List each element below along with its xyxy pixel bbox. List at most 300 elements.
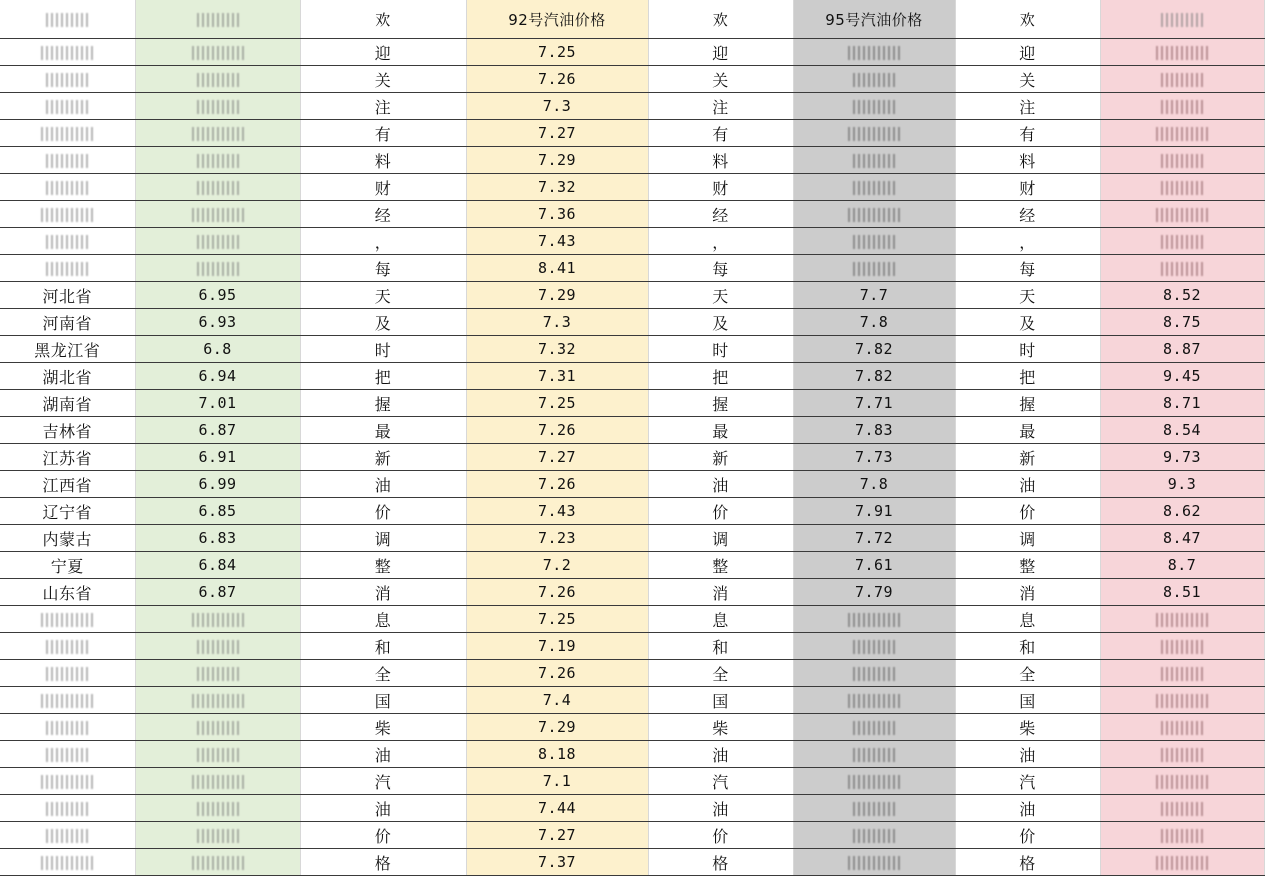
redacted-text (1161, 181, 1203, 195)
redacted-text (1156, 208, 1208, 222)
redacted-text (41, 613, 93, 627)
cell-95-price (793, 66, 955, 93)
cell-92-price: 7.26 (466, 417, 648, 444)
cell-95-price: 7.79 (793, 579, 955, 606)
cell-92-price: 7.29 (466, 282, 648, 309)
cell-char-c: 财 (955, 174, 1100, 201)
cell-col2-price: 6.93 (135, 309, 300, 336)
cell-char-b: 价 (648, 822, 793, 849)
cell-col2-price (135, 606, 300, 633)
cell-char-b: 最 (648, 417, 793, 444)
cell-char-a: 每 (300, 255, 466, 282)
cell-col2-price (135, 120, 300, 147)
redacted-text (1156, 694, 1208, 708)
redacted-text (853, 667, 895, 681)
cell-col8-price (1100, 255, 1264, 282)
redacted-text (197, 802, 239, 816)
redacted-text (197, 829, 239, 843)
redacted-text (46, 802, 88, 816)
cell-92-price: 7.2 (466, 552, 648, 579)
cell-col8-price: 8.62 (1100, 498, 1264, 525)
cell-char-a: 消 (300, 579, 466, 606)
cell-92-price: 7.3 (466, 93, 648, 120)
cell-95-price: 7.71 (793, 390, 955, 417)
redacted-text (46, 73, 88, 87)
redacted-text (41, 694, 93, 708)
table-row (0, 606, 1264, 633)
table-row (0, 147, 1264, 174)
table-row (0, 66, 1264, 93)
cell-province (0, 174, 135, 201)
cell-95-price (793, 849, 955, 876)
redacted-text (46, 235, 88, 249)
cell-95-price: 7.8 (793, 309, 955, 336)
cell-95-price: 7.61 (793, 552, 955, 579)
redacted-text (853, 235, 895, 249)
redacted-text (853, 73, 895, 87)
cell-95-price: 7.7 (793, 282, 955, 309)
cell-col2-price: 7.01 (135, 390, 300, 417)
cell-char-a: 最 (300, 417, 466, 444)
cell-char-a: 和 (300, 633, 466, 660)
cell-col2-price (135, 39, 300, 66)
cell-95-price: 7.82 (793, 336, 955, 363)
cell-char-c: 料 (955, 147, 1100, 174)
cell-char-b: 调 (648, 525, 793, 552)
redacted-text (46, 829, 88, 843)
table-row (0, 849, 1264, 876)
cell-92-price: 7.44 (466, 795, 648, 822)
cell-col8-price: 8.54 (1100, 417, 1264, 444)
table-row (0, 93, 1264, 120)
redacted-text (46, 667, 88, 681)
cell-char-c: 把 (955, 363, 1100, 390)
cell-95-price (793, 255, 955, 282)
cell-char-c: 价 (955, 822, 1100, 849)
cell-95-price (793, 228, 955, 255)
cell-province: 湖北省 (0, 363, 135, 390)
cell-char-c: 消 (955, 579, 1100, 606)
table-row (0, 579, 1264, 606)
cell-92-price: 7.37 (466, 849, 648, 876)
cell-92-price: 7.3 (466, 309, 648, 336)
cell-province: 河北省 (0, 282, 135, 309)
cell-col2-price (135, 687, 300, 714)
cell-char-c: 国 (955, 687, 1100, 714)
redacted-text (853, 181, 895, 195)
cell-char-c: 注 (955, 93, 1100, 120)
cell-col2-price (135, 174, 300, 201)
cell-char-b: 价 (648, 498, 793, 525)
cell-province: 辽宁省 (0, 498, 135, 525)
cell-col2-price: 6.87 (135, 579, 300, 606)
redacted-text (197, 667, 239, 681)
cell-char-b: 有 (648, 120, 793, 147)
redacted-text (46, 181, 88, 195)
cell-province (0, 147, 135, 174)
cell-char-c: 油 (955, 795, 1100, 822)
cell-char-c: 格 (955, 849, 1100, 876)
header-char-2: 欢 (648, 0, 793, 39)
redacted-text (848, 856, 900, 870)
cell-char-a: 油 (300, 795, 466, 822)
cell-92-price: 7.26 (466, 660, 648, 687)
cell-char-a: 新 (300, 444, 466, 471)
header-char-1: 欢 (300, 0, 466, 39)
redacted-text (41, 46, 93, 60)
header-row (0, 0, 1264, 39)
cell-92-price: 8.18 (466, 741, 648, 768)
cell-char-a: 及 (300, 309, 466, 336)
table-row (0, 471, 1264, 498)
cell-province (0, 768, 135, 795)
cell-char-c: 调 (955, 525, 1100, 552)
redacted-text (197, 181, 239, 195)
cell-char-a: 国 (300, 687, 466, 714)
cell-char-c: 新 (955, 444, 1100, 471)
cell-char-c: 和 (955, 633, 1100, 660)
cell-char-a: 注 (300, 93, 466, 120)
cell-province: 江苏省 (0, 444, 135, 471)
redacted-text (197, 721, 239, 735)
redacted-text (1161, 100, 1203, 114)
cell-char-a: 迎 (300, 39, 466, 66)
cell-col2-price (135, 768, 300, 795)
table-row (0, 444, 1264, 471)
redacted-text (1161, 154, 1203, 168)
cell-col8-price: 9.73 (1100, 444, 1264, 471)
redacted-text (1161, 748, 1203, 762)
header-char-3: 欢 (955, 0, 1100, 39)
cell-char-a: 油 (300, 471, 466, 498)
cell-col2-price (135, 714, 300, 741)
cell-92-price: 8.41 (466, 255, 648, 282)
cell-95-price (793, 147, 955, 174)
cell-col8-price: 8.87 (1100, 336, 1264, 363)
cell-col8-price (1100, 741, 1264, 768)
cell-95-price (793, 201, 955, 228)
cell-col2-price (135, 228, 300, 255)
cell-char-c: 全 (955, 660, 1100, 687)
cell-95-price: 7.82 (793, 363, 955, 390)
table-row (0, 390, 1264, 417)
cell-char-a: 整 (300, 552, 466, 579)
cell-col2-price (135, 795, 300, 822)
cell-col2-price (135, 147, 300, 174)
redacted-text (1161, 235, 1203, 249)
cell-char-c: 油 (955, 471, 1100, 498)
cell-col8-price (1100, 849, 1264, 876)
cell-char-b: 柴 (648, 714, 793, 741)
table-body (0, 39, 1264, 876)
cell-92-price: 7.32 (466, 336, 648, 363)
cell-col8-price: 8.71 (1100, 390, 1264, 417)
cell-col8-price (1100, 633, 1264, 660)
cell-char-a: 把 (300, 363, 466, 390)
cell-92-price: 7.27 (466, 444, 648, 471)
header-col2 (135, 0, 300, 39)
cell-col2-price: 6.94 (135, 363, 300, 390)
redacted-text (46, 640, 88, 654)
cell-col8-price (1100, 822, 1264, 849)
cell-char-b: 及 (648, 309, 793, 336)
cell-char-a: 有 (300, 120, 466, 147)
cell-col8-price (1100, 66, 1264, 93)
cell-92-price: 7.1 (466, 768, 648, 795)
cell-95-price: 7.83 (793, 417, 955, 444)
redacted-text (853, 262, 895, 276)
cell-province (0, 795, 135, 822)
cell-province (0, 633, 135, 660)
cell-col8-price: 9.45 (1100, 363, 1264, 390)
cell-95-price (793, 714, 955, 741)
redacted-text (853, 829, 895, 843)
cell-col8-price (1100, 93, 1264, 120)
cell-province (0, 228, 135, 255)
redacted-text (848, 775, 900, 789)
redacted-text (853, 748, 895, 762)
cell-province (0, 822, 135, 849)
cell-province: 山东省 (0, 579, 135, 606)
table-row (0, 39, 1264, 66)
cell-province (0, 201, 135, 228)
cell-92-price: 7.4 (466, 687, 648, 714)
table-row (0, 120, 1264, 147)
header-92-price: 92号汽油价格 (466, 0, 648, 39)
redacted-text (46, 262, 88, 276)
cell-char-c: ， (955, 228, 1100, 255)
cell-col2-price: 6.87 (135, 417, 300, 444)
cell-char-a: 经 (300, 201, 466, 228)
table-row (0, 633, 1264, 660)
cell-col8-price (1100, 795, 1264, 822)
cell-col2-price (135, 66, 300, 93)
cell-province: 河南省 (0, 309, 135, 336)
cell-col8-price (1100, 147, 1264, 174)
cell-95-price (793, 606, 955, 633)
table-row (0, 714, 1264, 741)
cell-char-a: 汽 (300, 768, 466, 795)
cell-92-price: 7.43 (466, 228, 648, 255)
redacted-text (197, 262, 239, 276)
cell-92-price: 7.19 (466, 633, 648, 660)
cell-char-b: 汽 (648, 768, 793, 795)
cell-col2-price (135, 660, 300, 687)
redacted-text (41, 775, 93, 789)
redacted-text (46, 154, 88, 168)
redacted-text (192, 856, 244, 870)
cell-province: 黑龙江省 (0, 336, 135, 363)
cell-col8-price: 8.47 (1100, 525, 1264, 552)
header-col8 (1100, 0, 1264, 39)
redacted-text (848, 694, 900, 708)
cell-col2-price: 6.83 (135, 525, 300, 552)
redacted-text (1161, 262, 1203, 276)
cell-province (0, 849, 135, 876)
cell-92-price: 7.31 (466, 363, 648, 390)
cell-col2-price (135, 201, 300, 228)
cell-92-price: 7.29 (466, 147, 648, 174)
cell-char-c: 汽 (955, 768, 1100, 795)
redacted-text (46, 100, 88, 114)
cell-col8-price (1100, 39, 1264, 66)
header-province (0, 0, 135, 39)
cell-95-price (793, 174, 955, 201)
cell-char-b: 息 (648, 606, 793, 633)
cell-92-price: 7.26 (466, 579, 648, 606)
cell-province: 江西省 (0, 471, 135, 498)
cell-95-price: 7.73 (793, 444, 955, 471)
table-row (0, 498, 1264, 525)
redacted-text (197, 748, 239, 762)
table-row (0, 768, 1264, 795)
cell-char-b: ， (648, 228, 793, 255)
redacted-text (1161, 721, 1203, 735)
redacted-text (853, 721, 895, 735)
cell-char-a: 柴 (300, 714, 466, 741)
cell-95-price (793, 660, 955, 687)
cell-province (0, 741, 135, 768)
table-row (0, 363, 1264, 390)
redacted-text (41, 127, 93, 141)
cell-92-price: 7.26 (466, 471, 648, 498)
cell-col8-price (1100, 660, 1264, 687)
cell-col2-price: 6.8 (135, 336, 300, 363)
cell-col8-price: 8.7 (1100, 552, 1264, 579)
table-row (0, 795, 1264, 822)
redacted-text (192, 775, 244, 789)
redacted-text (853, 100, 895, 114)
cell-char-a: 时 (300, 336, 466, 363)
cell-char-c: 经 (955, 201, 1100, 228)
cell-92-price: 7.32 (466, 174, 648, 201)
redacted-text (197, 235, 239, 249)
cell-col2-price: 6.99 (135, 471, 300, 498)
table-row (0, 822, 1264, 849)
cell-col2-price (135, 822, 300, 849)
cell-char-a: 天 (300, 282, 466, 309)
redacted-text (853, 154, 895, 168)
header-95-price: 95号汽油价格 (793, 0, 955, 39)
redacted-text (41, 856, 93, 870)
redacted-text (1161, 73, 1203, 87)
cell-col2-price: 6.95 (135, 282, 300, 309)
cell-col2-price: 6.91 (135, 444, 300, 471)
cell-char-b: 油 (648, 471, 793, 498)
cell-char-a: ， (300, 228, 466, 255)
cell-col8-price (1100, 606, 1264, 633)
cell-char-b: 新 (648, 444, 793, 471)
table-row (0, 228, 1264, 255)
redacted-text (41, 208, 93, 222)
cell-char-b: 握 (648, 390, 793, 417)
table-row (0, 309, 1264, 336)
redacted-text (1156, 775, 1208, 789)
redacted-text (1156, 127, 1208, 141)
cell-province (0, 66, 135, 93)
cell-col8-price (1100, 768, 1264, 795)
table-row (0, 660, 1264, 687)
cell-col2-price (135, 633, 300, 660)
cell-char-a: 息 (300, 606, 466, 633)
cell-col2-price (135, 255, 300, 282)
cell-col8-price (1100, 201, 1264, 228)
cell-province (0, 606, 135, 633)
cell-char-b: 格 (648, 849, 793, 876)
cell-92-price: 7.29 (466, 714, 648, 741)
cell-char-b: 全 (648, 660, 793, 687)
table-row (0, 417, 1264, 444)
cell-95-price (793, 795, 955, 822)
redacted-text (853, 640, 895, 654)
redacted-text (1156, 613, 1208, 627)
redacted-text (1161, 802, 1203, 816)
cell-char-a: 价 (300, 498, 466, 525)
cell-char-b: 整 (648, 552, 793, 579)
cell-char-a: 关 (300, 66, 466, 93)
cell-95-price (793, 93, 955, 120)
cell-province (0, 93, 135, 120)
cell-95-price (793, 633, 955, 660)
cell-char-a: 料 (300, 147, 466, 174)
cell-char-c: 有 (955, 120, 1100, 147)
cell-char-c: 握 (955, 390, 1100, 417)
cell-char-c: 最 (955, 417, 1100, 444)
cell-char-b: 注 (648, 93, 793, 120)
redacted-text (1156, 46, 1208, 60)
redacted-text (197, 73, 239, 87)
redacted-text (1161, 667, 1203, 681)
cell-char-c: 天 (955, 282, 1100, 309)
cell-char-b: 财 (648, 174, 793, 201)
cell-province: 内蒙古 (0, 525, 135, 552)
cell-col2-price (135, 93, 300, 120)
cell-char-c: 关 (955, 66, 1100, 93)
table-row (0, 525, 1264, 552)
cell-95-price: 7.72 (793, 525, 955, 552)
table-row (0, 282, 1264, 309)
cell-92-price: 7.26 (466, 66, 648, 93)
cell-92-price: 7.27 (466, 822, 648, 849)
cell-char-a: 全 (300, 660, 466, 687)
table-row (0, 552, 1264, 579)
cell-char-a: 财 (300, 174, 466, 201)
table-row (0, 336, 1264, 363)
cell-province (0, 714, 135, 741)
cell-province (0, 39, 135, 66)
redacted-text (192, 613, 244, 627)
cell-95-price (793, 822, 955, 849)
redacted-text (192, 127, 244, 141)
redacted-text (1161, 640, 1203, 654)
cell-92-price: 7.25 (466, 39, 648, 66)
cell-92-price: 7.43 (466, 498, 648, 525)
cell-col8-price (1100, 228, 1264, 255)
cell-province (0, 120, 135, 147)
cell-char-b: 国 (648, 687, 793, 714)
redacted-text (848, 46, 900, 60)
cell-char-c: 息 (955, 606, 1100, 633)
redacted-text (46, 748, 88, 762)
cell-char-b: 每 (648, 255, 793, 282)
cell-95-price (793, 741, 955, 768)
redacted-text (46, 721, 88, 735)
cell-95-price (793, 768, 955, 795)
cell-char-a: 价 (300, 822, 466, 849)
redacted-text (1161, 829, 1203, 843)
cell-char-b: 料 (648, 147, 793, 174)
cell-92-price: 7.25 (466, 390, 648, 417)
